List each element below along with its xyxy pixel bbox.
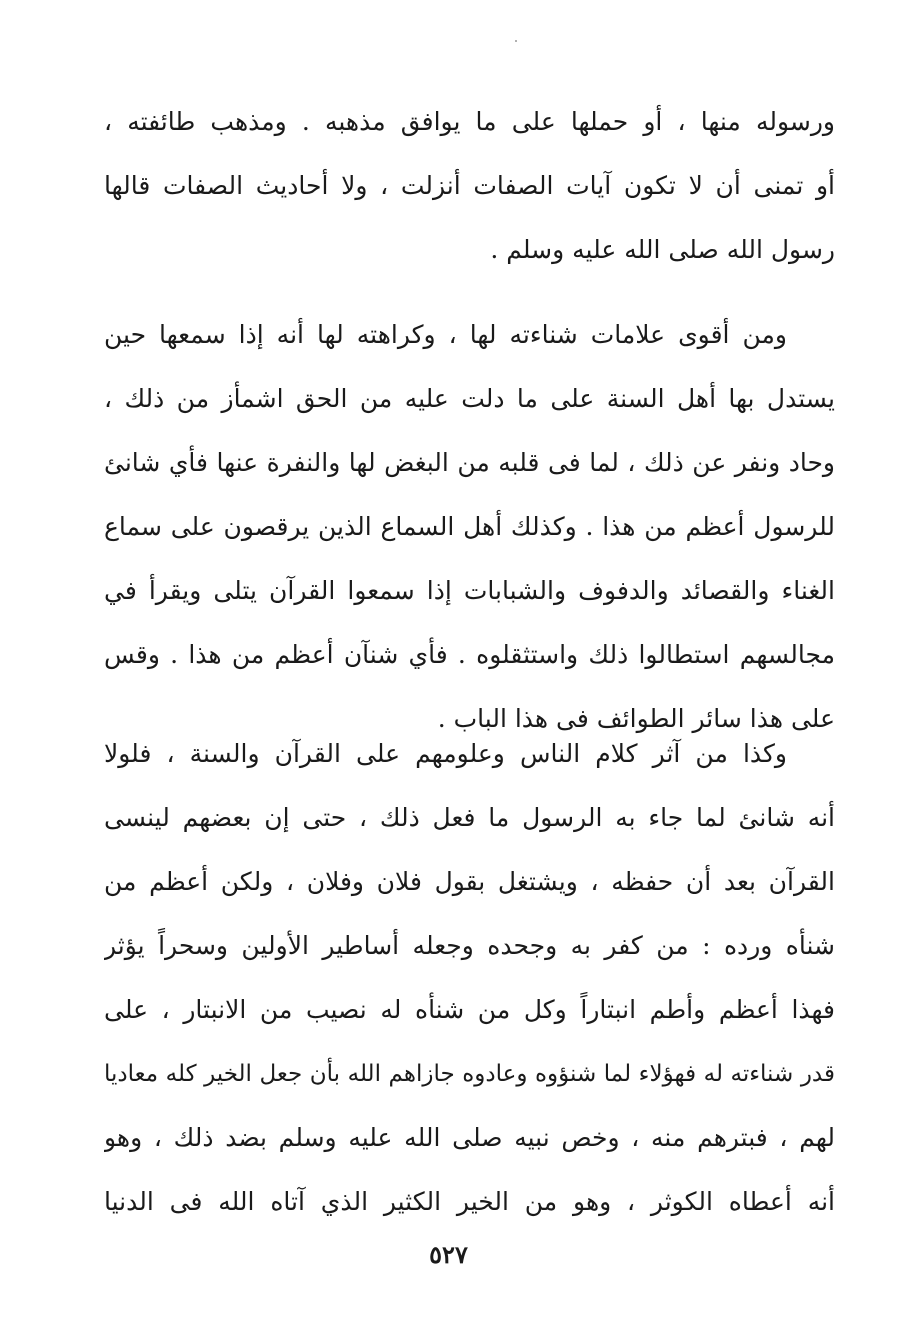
text-line: ورسوله منها ، أو حملها على ما يوافق مذهبه . ومذهب طائفته ، [104,107,835,136]
paragraph-2 [104,303,835,751]
text-line: يستدل بها أهل السنة على ما دلت عليه من الحق اشمأز من ذلك ، [104,384,835,413]
text-line: شنأه ورده : من كفر به وجحده وجعله أساطير الأولين وسحراً يؤثر [104,931,835,960]
text-line: مجالسهم استطالوا ذلك واستثقلوه . فأي شنآن أعظم من هذا . وقس [104,640,835,669]
scan-speck [515,40,517,42]
text-line: أنه أعطاه الكوثر ، وهو من الخير الكثير الذي آتاه الله فى الدنيا [104,1187,835,1216]
page-number: ٥٢٧ [429,1240,468,1269]
text-line: فهذا أعظم وأطم انبتاراً وكل من شنأه له نصيب من الانبتار ، على [104,995,835,1024]
text-line: القرآن بعد أن حفظه ، ويشتغل بقول فلان وفلان ، ولكن أعظم من [104,867,835,896]
text-line: أنه شانئ لما جاء به الرسول ما فعل ذلك ، حتى إن بعضهم لينسى [104,803,835,832]
paragraph-3 [104,722,835,1234]
text-line: رسول الله صلى الله عليه وسلم . [490,235,835,264]
text-line: للرسول أعظم من هذا . وكذلك أهل السماع الذين يرقصون على سماع [104,512,835,541]
text-line: ومن أقوى علامات شناءته لها ، وكراهته لها أنه إذا سمعها حين [104,320,787,349]
text-line: أو تمنى أن لا تكون آيات الصفات أنزلت ، ولا أحاديث الصفات قالها [104,171,835,200]
text-line: الغناء والقصائد والدفوف والشبابات إذا سمعوا القرآن يتلى ويقرأ في [104,576,835,605]
text-line: قدر شناءته له فهؤلاء لما شنؤوه وعادوه جازاهم الله بأن جعل الخير كله معاديا [104,1061,835,1087]
text-line: لهم ، فبترهم منه ، وخص نبيه صلى الله عليه وسلم بضد ذلك ، وهو [104,1123,835,1152]
text-line: وحاد ونفر عن ذلك ، لما فى قلبه من البغض لها والنفرة عنها فأي شانئ [104,448,835,477]
text-line: وكذا من آثر كلام الناس وعلومهم على القرآن والسنة ، فلولا [104,739,787,768]
text-line: على هذا سائر الطوائف فى هذا الباب . [437,704,835,733]
paragraph-1 [104,90,835,282]
